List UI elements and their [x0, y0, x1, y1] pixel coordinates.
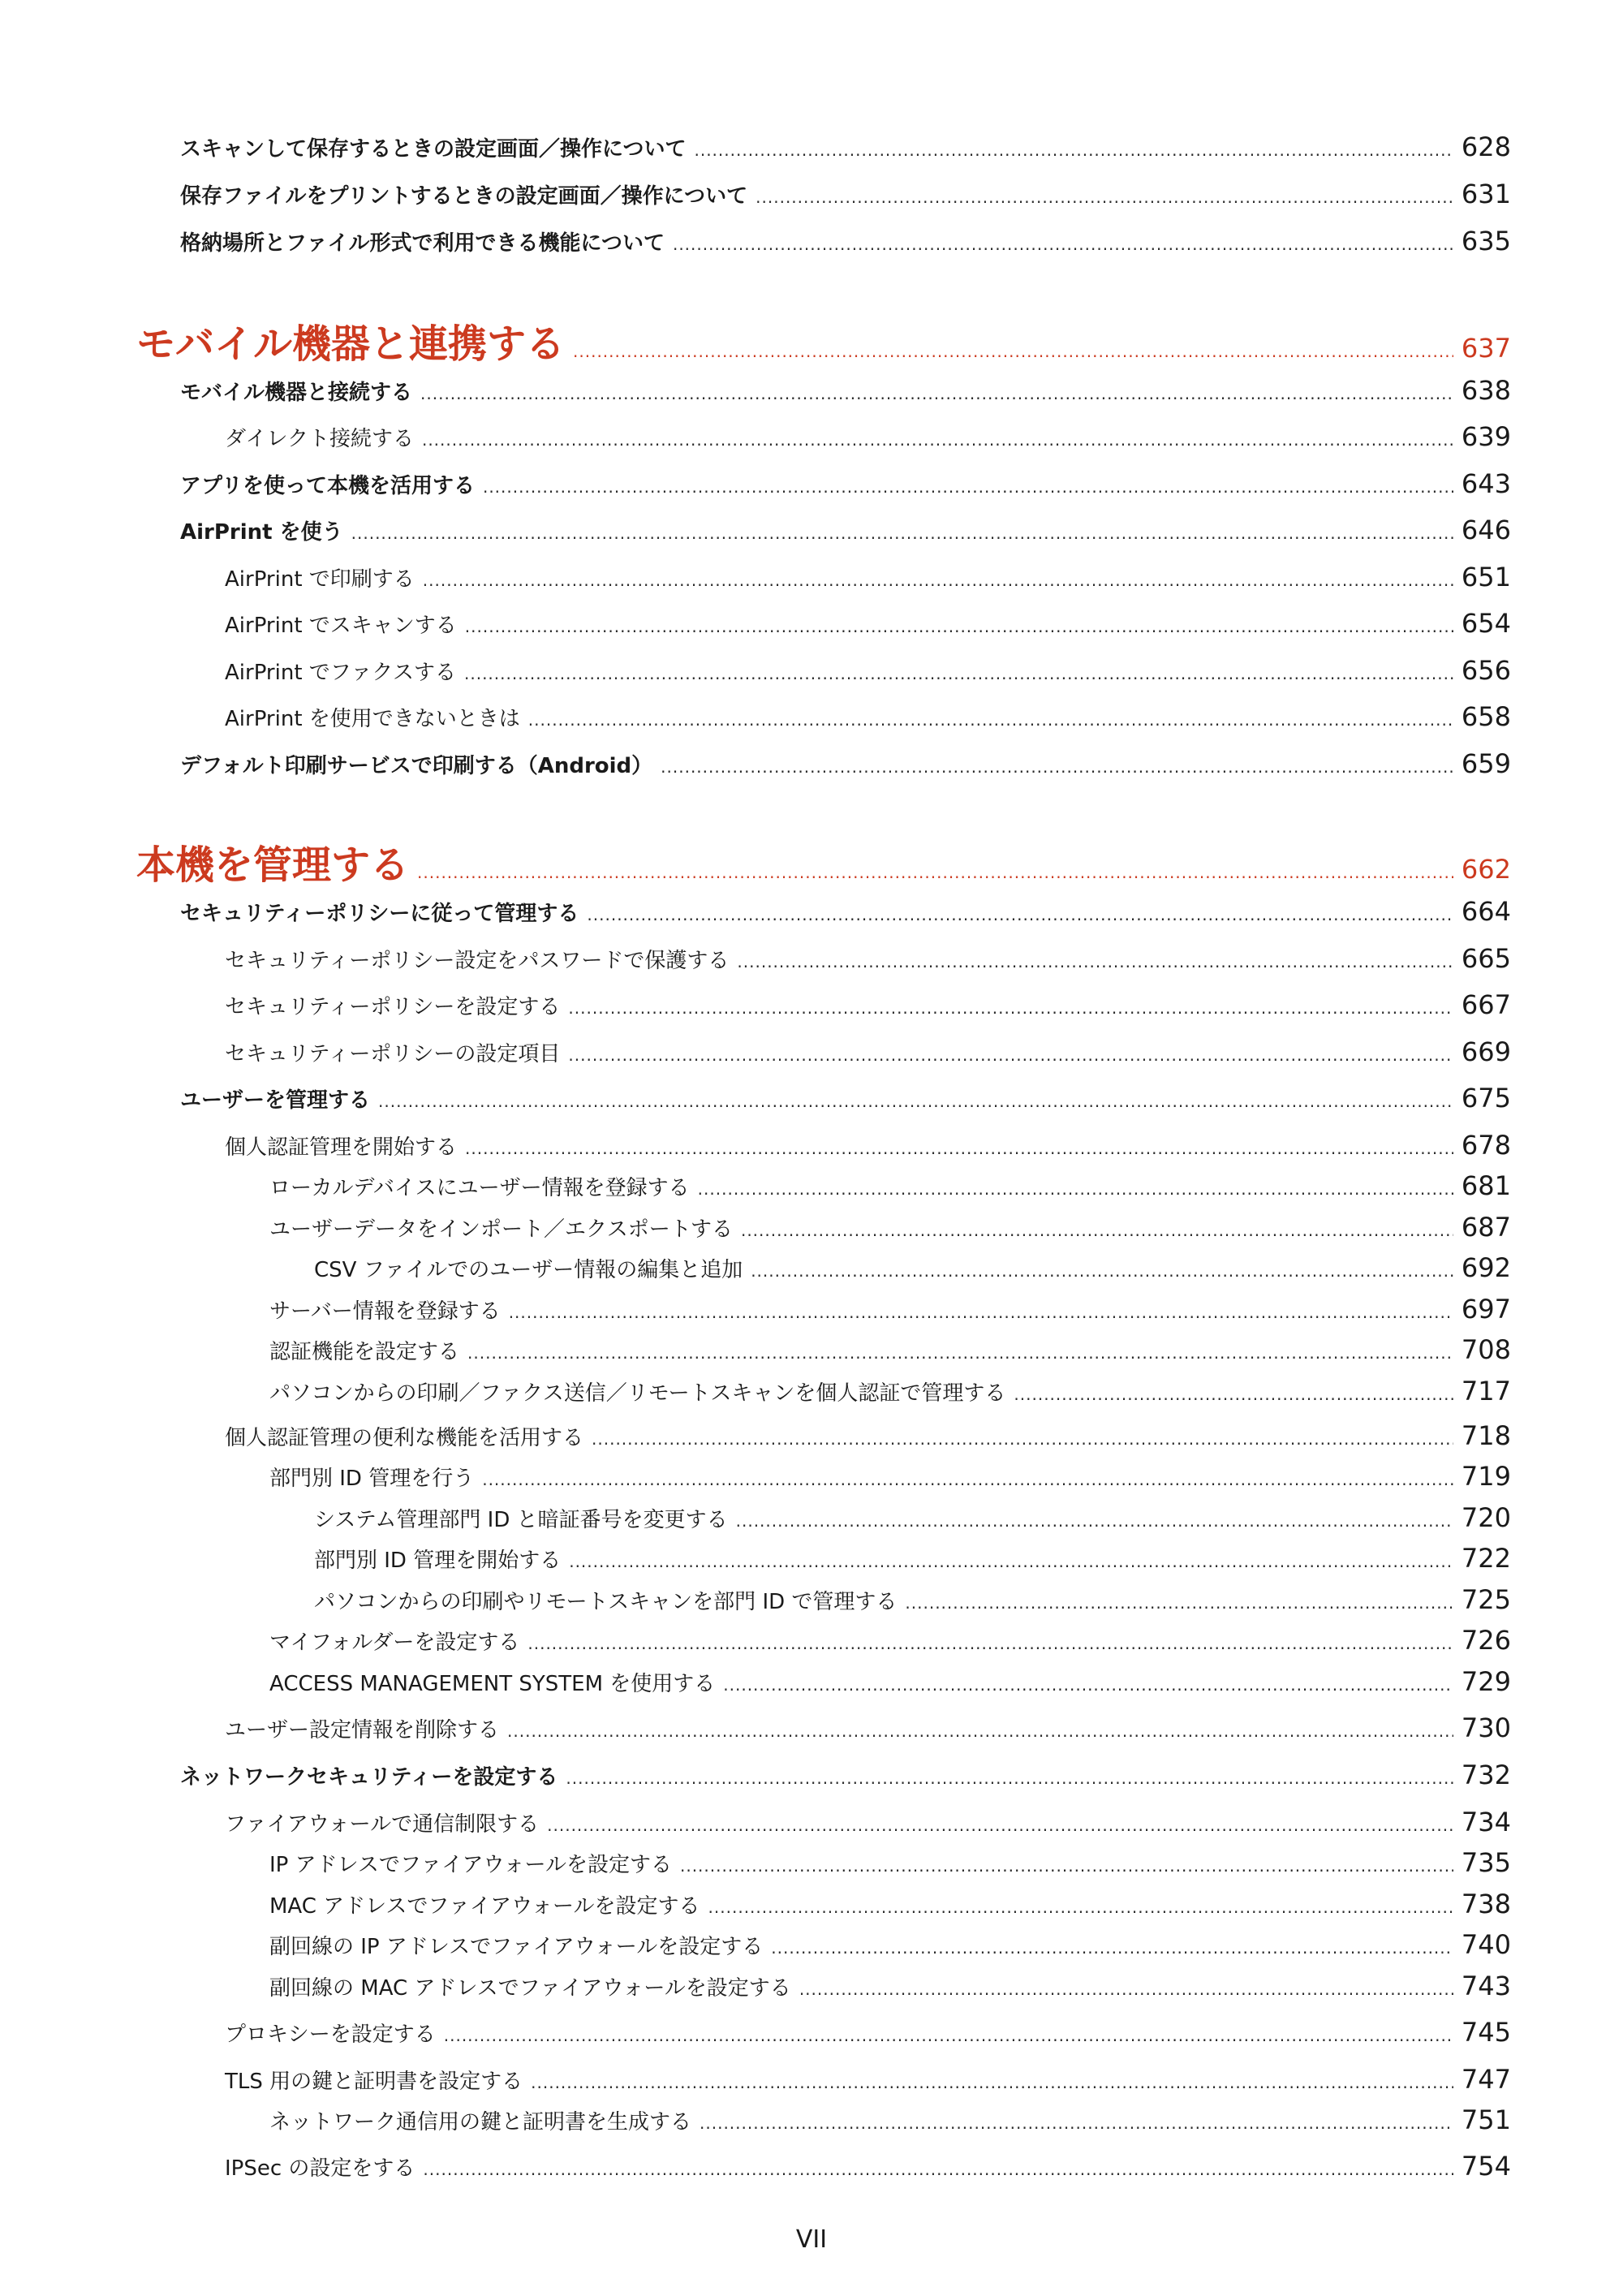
- toc-entry-page: 738: [1461, 1889, 1511, 1919]
- toc-entry[interactable]: [269, 1212, 1511, 1243]
- toc-entry[interactable]: [314, 1502, 1511, 1533]
- toc-entry-title: 本機を管理する: [136, 842, 410, 888]
- toc-entry-title: ネットワーク通信用の鍵と証明書を生成する: [269, 2110, 692, 2134]
- toc-entry[interactable]: [269, 1889, 1511, 1919]
- dot-leader: [592, 1429, 1453, 1449]
- toc-entry-page: 631: [1461, 179, 1511, 209]
- toc-entry[interactable]: [269, 1625, 1511, 1656]
- toc-entry[interactable]: [225, 2064, 1511, 2095]
- toc-entry-title: ユーザーデータをインポート／エクスポートする: [269, 1217, 733, 1242]
- toc-entry-page: 745: [1461, 2017, 1511, 2048]
- toc-entry-title: システム管理部門 ID と暗証番号を変更する: [314, 1508, 728, 1532]
- toc-entry-page: 720: [1461, 1502, 1511, 1533]
- toc-entry-title: ユーザー設定情報を削除する: [225, 1718, 500, 1742]
- toc-entry-page: 717: [1461, 1376, 1511, 1406]
- toc-entry-page: 740: [1461, 1929, 1511, 1960]
- toc-entry-page: 732: [1461, 1760, 1511, 1790]
- toc-entry-title: 個人認証管理の便利な機能を活用する: [225, 1426, 584, 1450]
- toc-entry[interactable]: [269, 1334, 1511, 1365]
- toc-entry-page: 635: [1461, 226, 1511, 256]
- dot-leader: [531, 2073, 1453, 2092]
- dot-leader: [587, 905, 1453, 924]
- toc-entry[interactable]: [180, 131, 1511, 162]
- dot-leader: [417, 863, 1453, 882]
- dot-leader: [507, 1721, 1453, 1741]
- toc-entry-title: ユーザーを管理する: [180, 1088, 371, 1113]
- toc-entry-page: 735: [1461, 1847, 1511, 1878]
- dot-leader: [680, 1856, 1453, 1876]
- toc-entry[interactable]: [225, 1036, 1511, 1067]
- dot-leader: [700, 2113, 1453, 2133]
- toc-entry-page: 754: [1461, 2151, 1511, 2182]
- toc-entry-title: ネットワークセキュリティーを設定する: [180, 1765, 558, 1790]
- toc-entry-page: 675: [1461, 1083, 1511, 1114]
- toc-entry-title: IP アドレスでファイアウォールを設定する: [269, 1853, 672, 1877]
- toc-entry-title: AirPrint を使用できないときは: [225, 707, 520, 731]
- toc-entry-page: 667: [1461, 989, 1511, 1020]
- toc-entry-title: パソコンからの印刷／ファクス送信／リモートスキャンを個人認証で管理する: [269, 1381, 1006, 1406]
- toc-entry-page: 662: [1461, 854, 1511, 885]
- toc-entry-title: ダイレクト接続する: [225, 427, 414, 451]
- dot-leader: [694, 140, 1453, 160]
- toc-entry-title: AirPrint を使う: [180, 520, 343, 545]
- toc-entry-title: モバイル機器と接続する: [180, 381, 413, 405]
- toc-entry-title: セキュリティーポリシー設定をパスワードで保護する: [225, 949, 730, 973]
- toc-entry-title: 副回線の IP アドレスでファイアウォールを設定する: [269, 1935, 764, 1959]
- toc-entry-page: 628: [1461, 131, 1511, 162]
- toc-entry[interactable]: [180, 748, 1511, 779]
- toc-entry-page: 643: [1461, 468, 1511, 499]
- toc-entry-title: TLS 用の鍵と証明書を設定する: [225, 2070, 523, 2094]
- toc-entry-title: IPSec の設定をする: [225, 2156, 415, 2181]
- toc-entry-page: 638: [1461, 375, 1511, 406]
- toc-entry-title: ファイアウォールで通信制限する: [225, 1812, 540, 1837]
- toc-entry[interactable]: [225, 989, 1511, 1020]
- toc-entry[interactable]: [314, 1584, 1511, 1615]
- toc-entry-page: 665: [1461, 943, 1511, 974]
- toc-entry-title: パソコンからの印刷やリモートスキャンを部門 ID で管理する: [314, 1590, 898, 1614]
- toc-entry-page: 725: [1461, 1584, 1511, 1615]
- toc-entry-page: 681: [1461, 1170, 1511, 1201]
- toc-entry-page: 751: [1461, 2104, 1511, 2135]
- toc-entry-title: 部門別 ID 管理を行う: [269, 1467, 475, 1491]
- toc-entry[interactable]: [269, 1461, 1511, 1492]
- toc-entry-title: デフォルト印刷サービスで印刷する（Android）: [180, 754, 653, 778]
- toc-entry-title: モバイル機器と連携する: [136, 321, 566, 367]
- dot-leader: [799, 1979, 1453, 1999]
- toc-chapter-entry[interactable]: [136, 312, 1511, 368]
- toc-entry[interactable]: [180, 1083, 1511, 1114]
- dot-leader: [482, 1470, 1453, 1489]
- toc-entry-page: 669: [1461, 1036, 1511, 1067]
- toc-entry-page: 646: [1461, 515, 1511, 545]
- dot-leader: [547, 1816, 1453, 1835]
- toc-entry[interactable]: [269, 1294, 1511, 1325]
- toc-entry-title: AirPrint でスキャンする: [225, 614, 457, 638]
- toc-entry-page: 747: [1461, 2064, 1511, 2095]
- dot-leader: [751, 1261, 1453, 1281]
- dot-leader: [467, 1343, 1453, 1363]
- toc-entry[interactable]: [225, 562, 1511, 592]
- dot-leader: [420, 384, 1453, 403]
- toc-entry-title: アプリを使って本機を活用する: [180, 474, 475, 498]
- toc-entry-title: プロキシーを設定する: [225, 2022, 436, 2047]
- toc-entry[interactable]: [180, 375, 1511, 406]
- dot-leader: [737, 952, 1453, 971]
- dot-leader: [422, 430, 1453, 450]
- toc-entry-title: AirPrint で印刷する: [225, 567, 415, 592]
- dot-leader: [528, 710, 1453, 730]
- toc-entry-page: 722: [1461, 1543, 1511, 1574]
- toc-entry-title: 格納場所とファイル形式で利用できる機能について: [180, 231, 665, 256]
- toc-entry[interactable]: [314, 1543, 1511, 1574]
- toc-entry-page: 719: [1461, 1461, 1511, 1492]
- dot-leader: [568, 1045, 1453, 1065]
- toc-entry-page: 637: [1461, 333, 1511, 364]
- toc-entry[interactable]: [225, 701, 1511, 732]
- dot-leader: [464, 664, 1453, 683]
- toc-entry-title: セキュリティーポリシーに従って管理する: [180, 902, 579, 926]
- toc-entry-page: 687: [1461, 1212, 1511, 1243]
- toc-entry-title: 保存ファイルをプリントするときの設定画面／操作について: [180, 184, 748, 209]
- toc-entry-page: 664: [1461, 896, 1511, 927]
- toc-entry[interactable]: [225, 2151, 1511, 2182]
- dot-leader: [569, 1552, 1453, 1571]
- dot-leader: [465, 1139, 1453, 1158]
- toc-entry[interactable]: [225, 1712, 1511, 1743]
- dot-leader: [509, 1303, 1453, 1322]
- dot-leader: [673, 235, 1453, 254]
- toc-entry[interactable]: [225, 655, 1511, 686]
- toc-entry-title: 個人認証管理を開始する: [225, 1135, 458, 1160]
- toc-entry-page: 658: [1461, 701, 1511, 732]
- toc-entry-title: セキュリティーポリシーを設定する: [225, 995, 561, 1019]
- toc-entry[interactable]: [314, 1252, 1511, 1283]
- toc-entry-title: サーバー情報を登録する: [269, 1299, 501, 1324]
- toc-entry-page: 639: [1461, 421, 1511, 452]
- toc-entry-title: ローカルデバイスにユーザー情報を登録する: [269, 1176, 690, 1200]
- toc-entry[interactable]: [269, 1847, 1511, 1878]
- toc-entry[interactable]: [225, 1807, 1511, 1837]
- toc-entry[interactable]: [269, 2104, 1511, 2135]
- toc-entry-page: 654: [1461, 608, 1511, 639]
- toc-entry-title: マイフォルダーを設定する: [269, 1630, 520, 1655]
- toc-entry-title: 認証機能を設定する: [269, 1340, 460, 1364]
- toc-entry[interactable]: [225, 608, 1511, 639]
- dot-leader: [905, 1593, 1453, 1613]
- toc-entry[interactable]: [269, 1666, 1511, 1697]
- dot-leader: [723, 1675, 1453, 1695]
- dot-leader: [661, 757, 1453, 777]
- toc-entry[interactable]: [180, 896, 1511, 927]
- toc-entry[interactable]: [180, 515, 1511, 545]
- dot-leader: [465, 617, 1453, 636]
- dot-leader: [736, 1511, 1453, 1531]
- toc-entry-page: 734: [1461, 1807, 1511, 1837]
- dot-leader: [566, 1768, 1453, 1788]
- dot-leader: [573, 342, 1453, 361]
- dot-leader: [378, 1092, 1453, 1111]
- dot-leader: [756, 187, 1453, 207]
- toc-entry-title: スキャンして保存するときの設定画面／操作について: [180, 137, 687, 162]
- toc-entry[interactable]: [269, 1376, 1511, 1406]
- dot-leader: [1014, 1385, 1453, 1404]
- toc-entry[interactable]: [269, 1929, 1511, 1960]
- toc-entry[interactable]: [180, 226, 1511, 256]
- toc-entry-page: 726: [1461, 1625, 1511, 1656]
- dot-leader: [527, 1634, 1453, 1653]
- toc-entry-title: ACCESS MANAGEMENT SYSTEM を使用する: [269, 1672, 716, 1696]
- toc-entry-title: 部門別 ID 管理を開始する: [314, 1549, 562, 1573]
- dot-leader: [351, 523, 1453, 543]
- page-number: VII: [795, 2225, 828, 2254]
- toc-entry-page: 659: [1461, 748, 1511, 779]
- toc-entry-page: 708: [1461, 1334, 1511, 1365]
- dot-leader: [698, 1179, 1453, 1199]
- toc-entry-page: 743: [1461, 1971, 1511, 2001]
- dot-leader: [423, 2160, 1453, 2179]
- toc-entry-page: 678: [1461, 1130, 1511, 1161]
- toc-entry-title: AirPrint でファクスする: [225, 661, 456, 685]
- toc-entry-title: 副回線の MAC アドレスでファイアウォールを設定する: [269, 1976, 791, 2001]
- dot-leader: [483, 477, 1453, 497]
- toc-entry[interactable]: [180, 1760, 1511, 1790]
- toc-entry[interactable]: [225, 1420, 1511, 1451]
- toc-entry-title: CSV ファイルでのユーザー情報の編集と追加: [314, 1258, 743, 1282]
- toc-entry[interactable]: [180, 179, 1511, 209]
- toc-entry[interactable]: [225, 943, 1511, 974]
- toc-entry-page: 729: [1461, 1666, 1511, 1697]
- toc-entry-page: 697: [1461, 1294, 1511, 1325]
- toc-entry-page: 718: [1461, 1420, 1511, 1451]
- toc-entry-page: 692: [1461, 1252, 1511, 1283]
- toc-entry-title: セキュリティーポリシーの設定項目: [225, 1042, 561, 1066]
- toc-entry[interactable]: [269, 1971, 1511, 2001]
- dot-leader: [568, 998, 1453, 1018]
- toc-entry-title: MAC アドレスでファイアウォールを設定する: [269, 1894, 700, 1919]
- toc-entry[interactable]: [225, 421, 1511, 452]
- toc-entry-page: 730: [1461, 1712, 1511, 1743]
- toc-entry[interactable]: [269, 1170, 1511, 1201]
- dot-leader: [741, 1221, 1453, 1240]
- toc-entry[interactable]: [180, 468, 1511, 499]
- toc-entry-page: 651: [1461, 562, 1511, 592]
- dot-leader: [771, 1938, 1453, 1958]
- dot-leader: [444, 2026, 1453, 2045]
- toc-chapter-entry[interactable]: [136, 834, 1511, 890]
- toc-entry-page: 656: [1461, 655, 1511, 686]
- toc-entry[interactable]: [225, 1130, 1511, 1161]
- toc-entry[interactable]: [225, 2017, 1511, 2048]
- dot-leader: [708, 1898, 1453, 1917]
- dot-leader: [423, 571, 1453, 590]
